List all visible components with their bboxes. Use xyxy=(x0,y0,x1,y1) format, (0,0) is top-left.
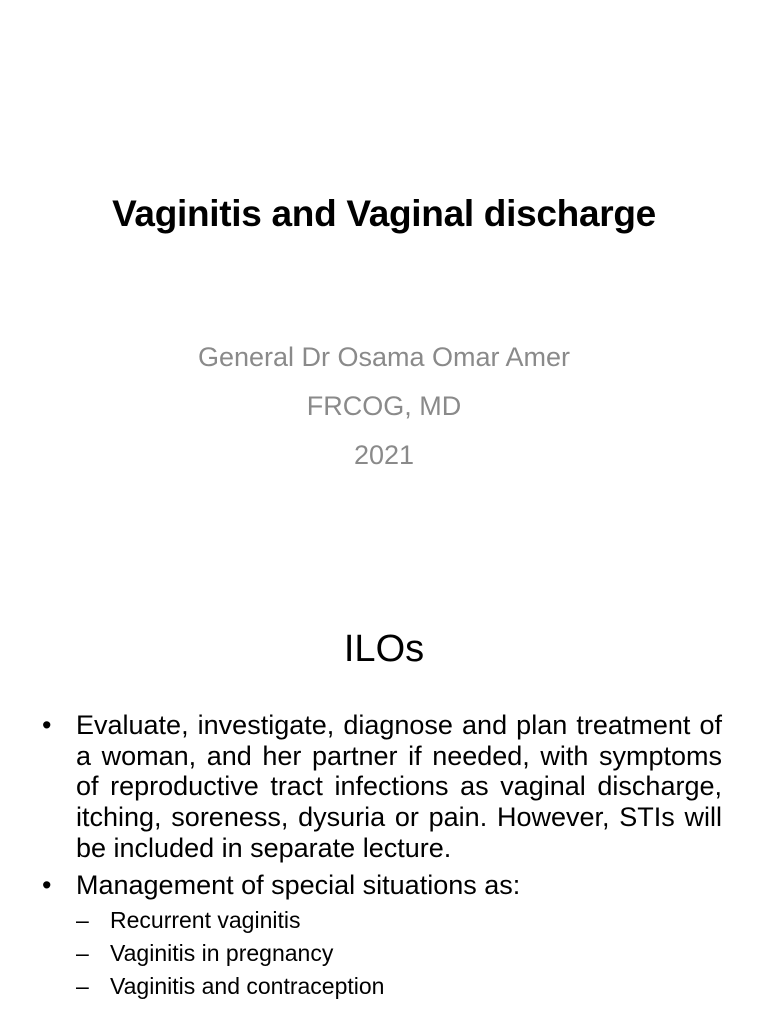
bullet-icon: • xyxy=(42,710,52,740)
bullet-item xyxy=(40,710,722,864)
bullet-icon: • xyxy=(42,869,52,900)
ilos-slide xyxy=(0,512,768,1024)
slide-title: Vaginitis and Vaginal discharge xyxy=(112,193,656,234)
bullet-text: Management of special situations as: xyxy=(76,869,521,900)
dash-icon: – xyxy=(76,940,89,967)
author-line: General Dr Osama Omar Amer xyxy=(197,342,571,372)
dash-icon: – xyxy=(76,907,89,934)
sub-bullet-text: Vaginitis in pregnancy xyxy=(110,940,334,967)
bullet-list xyxy=(40,710,722,1009)
sub-bullet-item xyxy=(76,904,722,937)
sub-bullet-item xyxy=(76,937,722,970)
slide-subtitle xyxy=(0,333,768,480)
sub-bullet-text: Vaginitis and contraception xyxy=(110,973,385,1000)
bullet-text: Evaluate, investigate, diagnose and plan treatment of a woman, and her partner if needed, with symptoms of reproductive tract infections as vaginal discharge, itching, soreness, dysuria or pain. However, STIs will be included in separate lecture. xyxy=(76,710,722,863)
bullet-item xyxy=(40,870,722,1004)
sub-bullet-text: Recurrent vaginitis xyxy=(110,907,301,934)
year-line: 2021 xyxy=(353,440,415,470)
sub-bullet-list xyxy=(76,904,722,1003)
slide-title: ILOs xyxy=(343,628,425,670)
credentials-line: FRCOG, MD xyxy=(306,391,462,421)
dash-icon: – xyxy=(76,973,89,1000)
sub-bullet-item xyxy=(76,970,722,1003)
